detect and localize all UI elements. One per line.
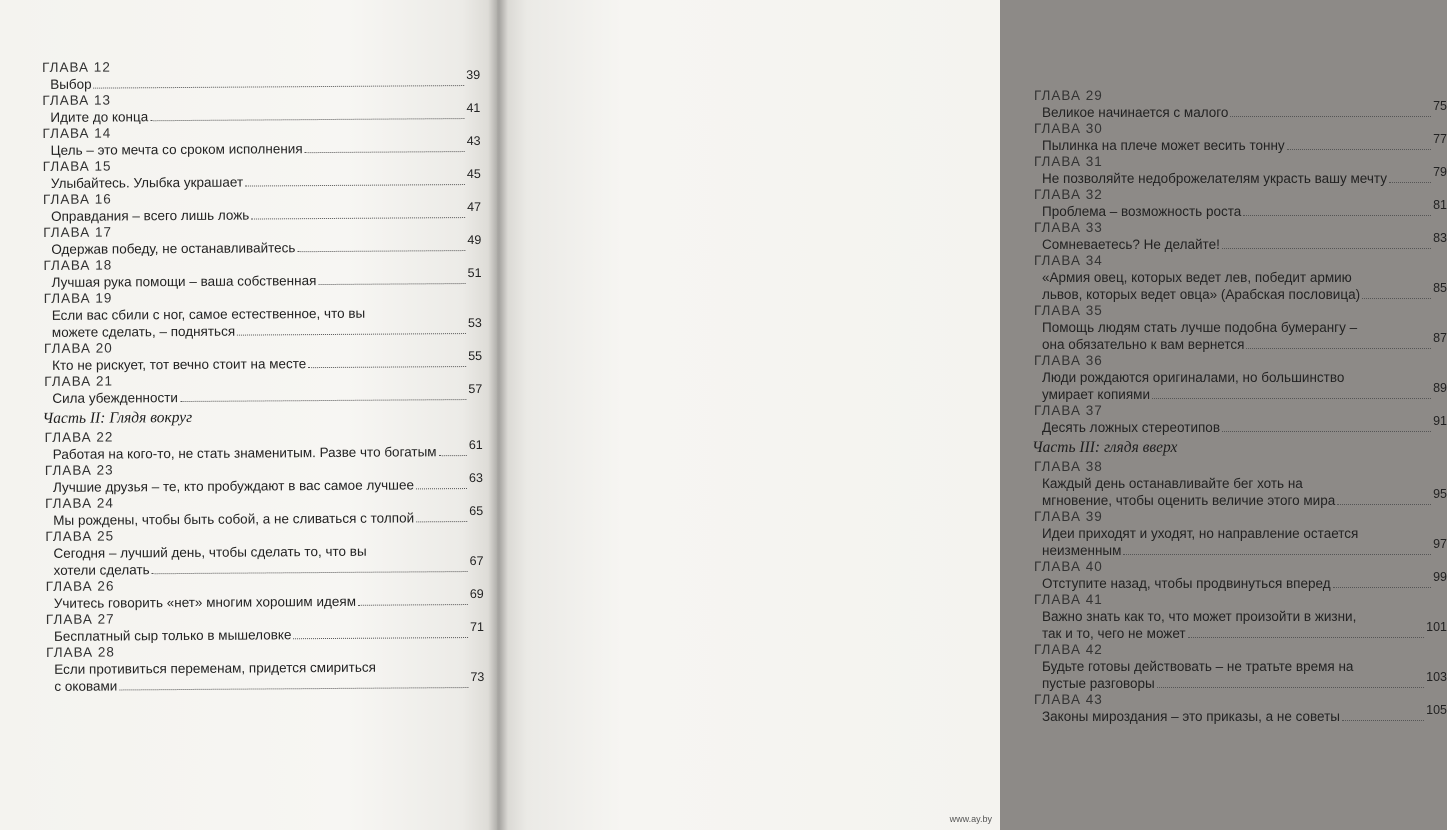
chapter-title-line: Если противиться переменам, придется смириться [54,659,376,677]
watermark: www.ay.by [949,814,992,824]
chapter-title-line: Не позволяйте недоброжелателям украсть вашу мечту [1042,171,1387,186]
left-page [0,0,497,830]
toc-entry [41,156,481,192]
chapter-title-line: Цель – это мечта со сроком исполнения [50,141,303,158]
chapter-title-row [1032,281,1447,303]
toc-entry [41,189,481,225]
chapter-title-line: мгновение, чтобы оценить величие этого мира [1042,493,1336,508]
toc-entry [1032,509,1447,559]
dot-leader [416,521,467,522]
dot-leader [180,399,467,402]
chapter-title-row [1032,331,1447,353]
toc-entry [1032,403,1447,436]
left-toc-bottom [43,427,485,695]
chapter-label: ГЛАВА 29 [1034,88,1103,103]
toc-entry [41,255,481,291]
dot-leader [251,217,465,219]
chapter-title-row [1032,99,1447,121]
right-contents-column [1032,88,1447,725]
page-number: 61 [468,437,483,453]
left-contents-column [40,57,484,695]
chapter-label: ГЛАВА 41 [1034,592,1103,607]
chapter-title-row [1032,414,1447,436]
toc-entry [1032,592,1447,642]
dot-leader [416,488,467,489]
dot-leader [1243,215,1431,216]
chapter-label: ГЛАВА 25 [45,528,115,544]
toc-entry [40,57,480,93]
page-number: 81 [1433,198,1447,212]
chapter-title-line: Лучшие друзья – те, кто пробуждают в вас самое лучшее [52,477,414,495]
dot-leader [1230,116,1431,117]
page-number: 89 [1433,381,1447,395]
toc-entry [1032,220,1447,253]
chapter-title-line: Кто не рискует, тот вечно стоит на месте [52,356,307,373]
chapter-label: ГЛАВА 23 [44,462,114,478]
page-number: 67 [469,553,484,569]
chapter-title-line: Проблема – возможность роста [1042,204,1242,219]
page-number: 83 [1433,231,1447,245]
dot-leader [293,637,468,639]
dot-leader [1222,431,1431,432]
toc-entry [1032,88,1447,121]
chapter-title-line: Законы мироздания – это приказы, а не советы [1042,709,1340,724]
page-number: 97 [1433,537,1447,551]
toc-entry [43,460,483,496]
toc-entry [1032,187,1447,220]
chapter-label: ГЛАВА 24 [45,495,114,511]
toc-entry [1032,154,1447,187]
page-number: 91 [1433,414,1447,428]
chapter-title-row [1032,381,1447,403]
chapter-label: ГЛАВА 35 [1034,303,1103,318]
chapter-title-line: львов, которых ведет овца» (Арабская пословица) [1042,287,1361,302]
toc-entry [44,576,484,612]
toc-entry [1032,459,1447,509]
dot-leader [1362,298,1431,299]
chapter-label: ГЛАВА 26 [45,578,115,594]
dot-leader [119,687,468,690]
page-number: 79 [1433,165,1447,179]
page-number: 99 [1433,570,1447,584]
dot-leader [1342,720,1424,721]
toc-entry [42,371,482,407]
toc-entry [1032,559,1447,592]
chapter-title-line: Отступите назад, чтобы продвинуться вперед [1042,576,1331,591]
chapter-title-line: Выбор [50,76,92,92]
chapter-label: ГЛАВА 20 [43,340,113,356]
chapter-title-line: Работая на кого-то, не стать знаменитым. Разве что богатым [52,444,437,462]
chapter-label: ГЛАВА 43 [1034,692,1103,707]
toc-entry [44,642,484,695]
dot-leader [94,85,465,89]
dot-leader [318,283,465,285]
chapter-title-line: с оковами [54,678,118,694]
dot-leader [1389,182,1431,183]
toc-entry [44,609,484,645]
chapter-title-line: Великое начинается с малого [1042,105,1229,120]
dot-leader [1246,348,1431,349]
chapter-title-line: Сила убежденности [52,390,178,406]
chapter-title-line: так и то, чего не может [1042,626,1186,641]
chapter-title-line: хотели сделать [53,562,150,578]
page-number: 105 [1426,703,1447,717]
dot-leader [1287,149,1431,150]
chapter-label: ГЛАВА 37 [1034,403,1103,418]
page-number: 73 [470,669,485,685]
chapter-label: ГЛАВА 38 [1034,459,1103,474]
chapter-title-line: Идеи приходят и уходят, но направление остается [1042,526,1359,541]
chapter-label: ГЛАВА 17 [43,224,113,240]
chapter-label: ГЛАВА 16 [42,191,112,207]
chapter-title-row [1032,487,1447,509]
chapter-label: ГЛАВА 39 [1034,509,1103,524]
chapter-title-line: Учитесь говорить «нет» многим хорошим идеям [53,593,356,611]
chapter-title-line: Люди рождаются оригиналами, но большинство [1042,370,1345,385]
toc-entry [1032,692,1447,725]
page-number: 57 [468,381,483,397]
chapter-title-line: «Армия овец, которых ведет лев, победит армию [1042,270,1352,285]
dot-leader [1157,687,1424,688]
chapter-title-row [44,669,485,695]
page-number: 71 [470,619,485,635]
chapter-label: ГЛАВА 33 [1034,220,1103,235]
toc-entry [43,427,483,463]
chapter-title-row [1032,231,1447,253]
chapter-title-line: Важно знать как то, что может произойти в жизни, [1042,609,1357,624]
chapter-label: ГЛАВА 21 [44,373,114,389]
chapter-title-line: можете сделать, – подняться [51,323,236,340]
toc-entry [1032,642,1447,692]
page-number: 69 [469,586,484,602]
right-page [497,0,1447,830]
chapter-title-line: неизменным [1042,543,1122,558]
chapter-label: ГЛАВА 28 [46,644,115,660]
dot-leader [308,366,466,368]
dot-leader [1333,587,1431,588]
page-number: 41 [466,100,481,116]
chapter-title-line: Одержав победу, не останавливайтесь [51,240,296,257]
page-number: 47 [467,199,482,215]
dot-leader [1222,248,1431,249]
chapter-title-line: Идите до конца [50,109,149,125]
chapter-title-row [1032,198,1447,220]
dot-leader [1152,398,1431,399]
page-number: 65 [469,503,484,519]
chapter-label: ГЛАВА 31 [1034,154,1103,169]
chapter-label: ГЛАВА 30 [1034,121,1103,136]
chapter-title-line: Каждый день останавливайте бег хоть на [1042,476,1303,491]
chapter-label: ГЛАВА 12 [41,59,111,75]
toc-entry [1032,353,1447,403]
right-toc-top [1032,88,1447,436]
chapter-title-line: Улыбайтесь. Улыбка украшает [50,174,244,191]
dot-leader [1188,637,1425,638]
toc-entry [42,338,482,374]
toc-entry [43,526,483,579]
toc-entry [1032,121,1447,154]
toc-entry [43,493,483,529]
part-heading: Часть III: глядя вверх [1032,439,1178,456]
dot-leader [150,118,464,121]
chapter-title-line: Пылинка на плече может весить тонну [1042,138,1285,153]
page-number: 55 [468,348,483,364]
chapter-title-line: она обязательно к вам вернется [1042,337,1245,352]
chapter-label: ГЛАВА 36 [1034,353,1103,368]
dot-leader [1337,504,1431,505]
page-number: 51 [467,265,482,281]
chapter-title-line: Бесплатный сыр только в мышеловке [53,627,292,644]
toc-entry [42,288,482,341]
dot-leader [305,151,465,153]
chapter-label: ГЛАВА 34 [1034,253,1103,268]
chapter-title-row [1032,620,1447,642]
page-number: 85 [1433,281,1447,295]
dot-leader [1123,554,1431,555]
page-number: 87 [1433,331,1447,345]
dot-leader [152,571,468,574]
page-number: 95 [1433,487,1447,501]
dot-leader [439,455,467,456]
chapter-title-row [1032,703,1447,725]
right-toc-bottom [1032,459,1447,725]
page-number: 39 [466,67,481,83]
chapter-label: ГЛАВА 14 [42,125,112,141]
toc-entry [40,90,480,126]
chapter-label: ГЛАВА 40 [1034,559,1103,574]
chapter-title-line: Если вас сбили с ног, самое естественное, что вы [51,305,366,323]
dot-leader [297,250,465,252]
dot-leader [237,333,466,336]
left-toc-top [40,57,482,407]
page-number: 49 [467,232,482,248]
dot-leader [358,604,468,606]
page-number: 103 [1426,670,1447,684]
page-number: 75 [1433,99,1447,113]
toc-entry [1032,303,1447,353]
chapter-label: ГЛАВА 32 [1034,187,1103,202]
page-number: 63 [468,470,483,486]
chapter-title-line: пустые разговоры [1042,676,1155,691]
chapter-title-line: Помощь людям стать лучше подобна бумерангу – [1042,320,1358,335]
chapter-title-line: Мы рождены, чтобы быть собой, а не сливаться с толпой [53,510,415,528]
chapter-label: ГЛАВА 42 [1034,642,1103,657]
chapter-title-line: Десять ложных стереотипов [1042,420,1220,435]
chapter-label: ГЛАВА 19 [43,290,113,306]
part-heading: Часть II: Глядя вокруг [42,408,193,427]
chapter-title-line: Сегодня – лучший день, чтобы сделать то, что вы [53,543,367,561]
chapter-label: ГЛАВА 27 [45,611,115,627]
chapter-label: ГЛАВА 22 [44,429,114,445]
chapter-title-row [1032,670,1447,692]
page-number: 77 [1433,132,1447,146]
chapter-label: ГЛАВА 13 [42,92,112,108]
page-number: 43 [466,133,481,149]
toc-entry [40,123,480,159]
chapter-title-row [1032,537,1447,559]
dot-leader [245,184,465,187]
chapter-label: ГЛАВА 15 [42,158,112,174]
chapter-title-line: Оправдания – всего лишь ложь [51,207,250,224]
page-number: 101 [1426,620,1447,634]
toc-entry [41,222,481,258]
chapter-title-line: Сомневаетесь? Не делайте! [1042,237,1220,252]
chapter-title-row [1032,132,1447,154]
chapter-title-line: умирает копиями [1042,387,1150,402]
page-number: 53 [467,315,482,331]
book-spine-gutter [488,0,508,830]
toc-entry [1032,253,1447,303]
page-number: 45 [466,166,481,182]
chapter-label: ГЛАВА 18 [43,257,113,273]
chapter-title-line: Лучшая рука помощи – ваша собственная [51,273,317,290]
chapter-title-row [1032,165,1447,187]
chapter-title-row [1032,570,1447,592]
chapter-title-line: Будьте готовы действовать – не тратьте время на [1042,659,1354,674]
